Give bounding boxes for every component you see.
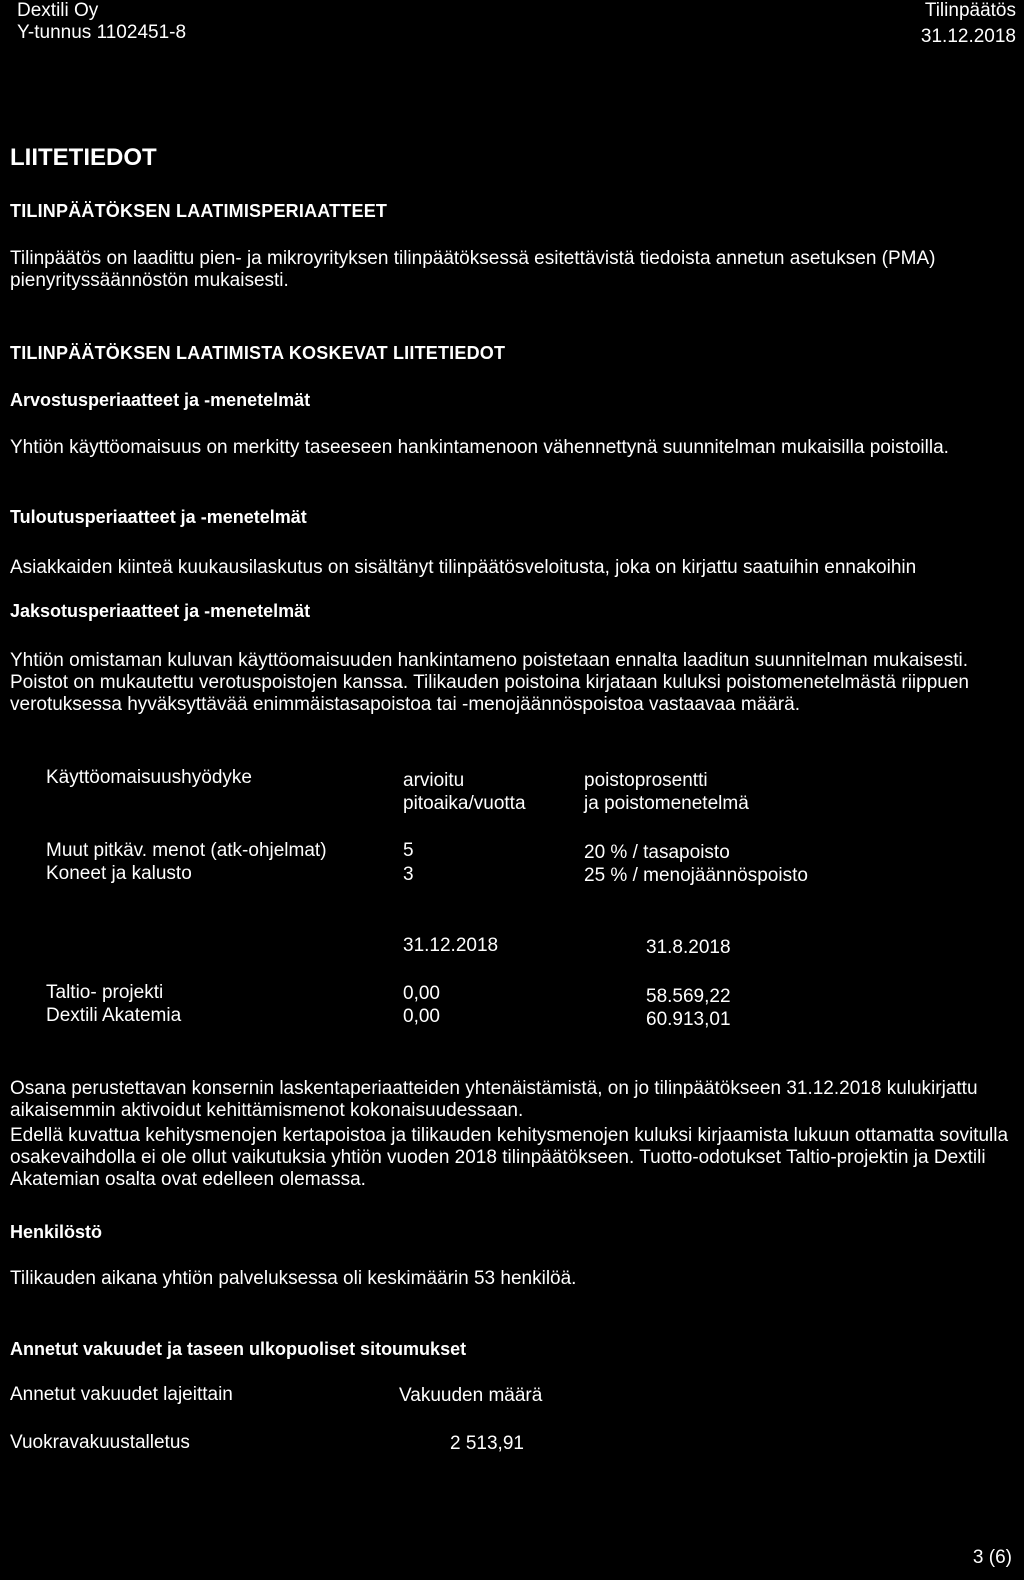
project-value-1: 0,00	[403, 983, 440, 1004]
depr-col-asset-header: Käyttöomaisuushyödyke	[46, 767, 252, 788]
collateral-col-type-header: Annetut vakuudet lajeittain	[10, 1384, 233, 1405]
depr-row-years: 5	[403, 840, 414, 861]
page-number: 3 (6)	[972, 1547, 1012, 1568]
depr-row-method: 25 % / menojäännöspoisto	[584, 865, 808, 886]
valuation-text: Yhtiön käyttöomaisuus on merkitty taseeseen hankintamenoon vähennettynä suunnitelman mukaisilla poistoilla.	[10, 437, 949, 458]
project-value-1: 0,00	[403, 1006, 440, 1027]
collateral-row-type: Vuokravakuustalletus	[10, 1432, 190, 1453]
project-date-2: 31.8.2018	[646, 937, 731, 958]
document-type: Tilinpäätös	[924, 0, 1016, 21]
principles-text: Tilinpäätös on laadittu pien- ja mikroyrityksen tilinpäätöksessä esitettävistä tiedoista annetun asetuksen (PMA) pienyrityssäännöstön mukaisesti.	[10, 248, 936, 291]
collateral-col-amount-header: Vakuuden määrä	[399, 1385, 543, 1406]
depr-row-years: 3	[403, 864, 414, 885]
project-date-1: 31.12.2018	[403, 935, 499, 956]
revenue-text: Asiakkaiden kiinteä kuukausilaskutus on sisältänyt tilinpäätösveloitusta, joka on kirjattu saatuihin ennakoihin	[10, 557, 917, 578]
valuation-heading: Arvostusperiaatteet ja -menetelmät	[10, 390, 311, 410]
depr-col-years-header-2: pitoaika/vuotta	[403, 793, 526, 814]
depr-col-years-header-1: arvioitu	[403, 770, 465, 791]
revenue-heading: Tuloutusperiaatteet ja -menetelmät	[10, 507, 307, 527]
project-value-2: 58.569,22	[646, 986, 731, 1007]
document-date: 31.12.2018	[920, 26, 1016, 47]
section-heading-principles: TILINPÄÄTÖKSEN LAATIMISPERIAATTEET	[10, 201, 388, 221]
project-name: Taltio- projekti	[46, 982, 164, 1003]
depr-col-method-header-2: ja poistomenetelmä	[584, 793, 749, 814]
consolidation-text-2: Edellä kuvattua kehitysmenojen kertapoistoa ja tilikauden kehitysmenojen kuluksi kirjaamista lukuun ottamatta sovitulla osakevaihdolla ei ole ollut vaikutuksia yhtiön vuoden 2018 tilinpäätökseen. Tuotto-odotukset Taltio-projektin ja Dextili Akatemian osalta ovat edelleen olemassa.	[10, 1125, 1009, 1190]
depr-col-method-header-1: poistoprosentti	[584, 770, 708, 791]
allocation-text: Yhtiön omistaman kuluvan käyttöomaisuuden hankintameno poistetaan ennalta laaditun suunnitelman mukaisesti. Poistot on mukautettu verotuspoistojen kanssa. Tilikauden poistoina kirjataan kuluksi poistomenetelmästä riippuen verotuksessa hyväksyttävää enimmäistasapoistoa tai -menojäännöspoistoa vastaavaa määrä.	[10, 650, 969, 715]
depr-row-asset: Muut pitkäv. menot (atk-ohjelmat)	[46, 840, 327, 861]
project-name: Dextili Akatemia	[46, 1005, 182, 1026]
personnel-text: Tilikauden aikana yhtiön palveluksessa oli keskimäärin 53 henkilöä.	[10, 1268, 577, 1289]
project-value-2: 60.913,01	[646, 1009, 731, 1030]
depr-row-asset: Koneet ja kalusto	[46, 863, 192, 884]
personnel-heading: Henkilöstö	[10, 1222, 103, 1242]
section-heading-notes: TILINPÄÄTÖKSEN LAATIMISTA KOSKEVAT LIITETIEDOT	[10, 343, 506, 363]
page-title: LIITETIEDOT	[10, 144, 157, 171]
allocation-heading: Jaksotusperiaatteet ja -menetelmät	[10, 601, 311, 621]
consolidation-text-1: Osana perustettavan konsernin laskentaperiaatteiden yhtenäistämistä, on jo tilinpäätökseen 31.12.2018 kulukirjattu aikaisemmin aktivoidut kehittämismenot kokonaisuudessaan.	[10, 1078, 978, 1121]
collateral-row-amount: 2 513,91	[450, 1433, 524, 1454]
company-name: Dextili Oy	[17, 0, 99, 21]
collateral-heading: Annetut vakuudet ja taseen ulkopuoliset sitoumukset	[10, 1339, 467, 1359]
depr-row-method: 20 % / tasapoisto	[584, 842, 730, 863]
business-id: Y-tunnus 1102451-8	[17, 22, 187, 43]
